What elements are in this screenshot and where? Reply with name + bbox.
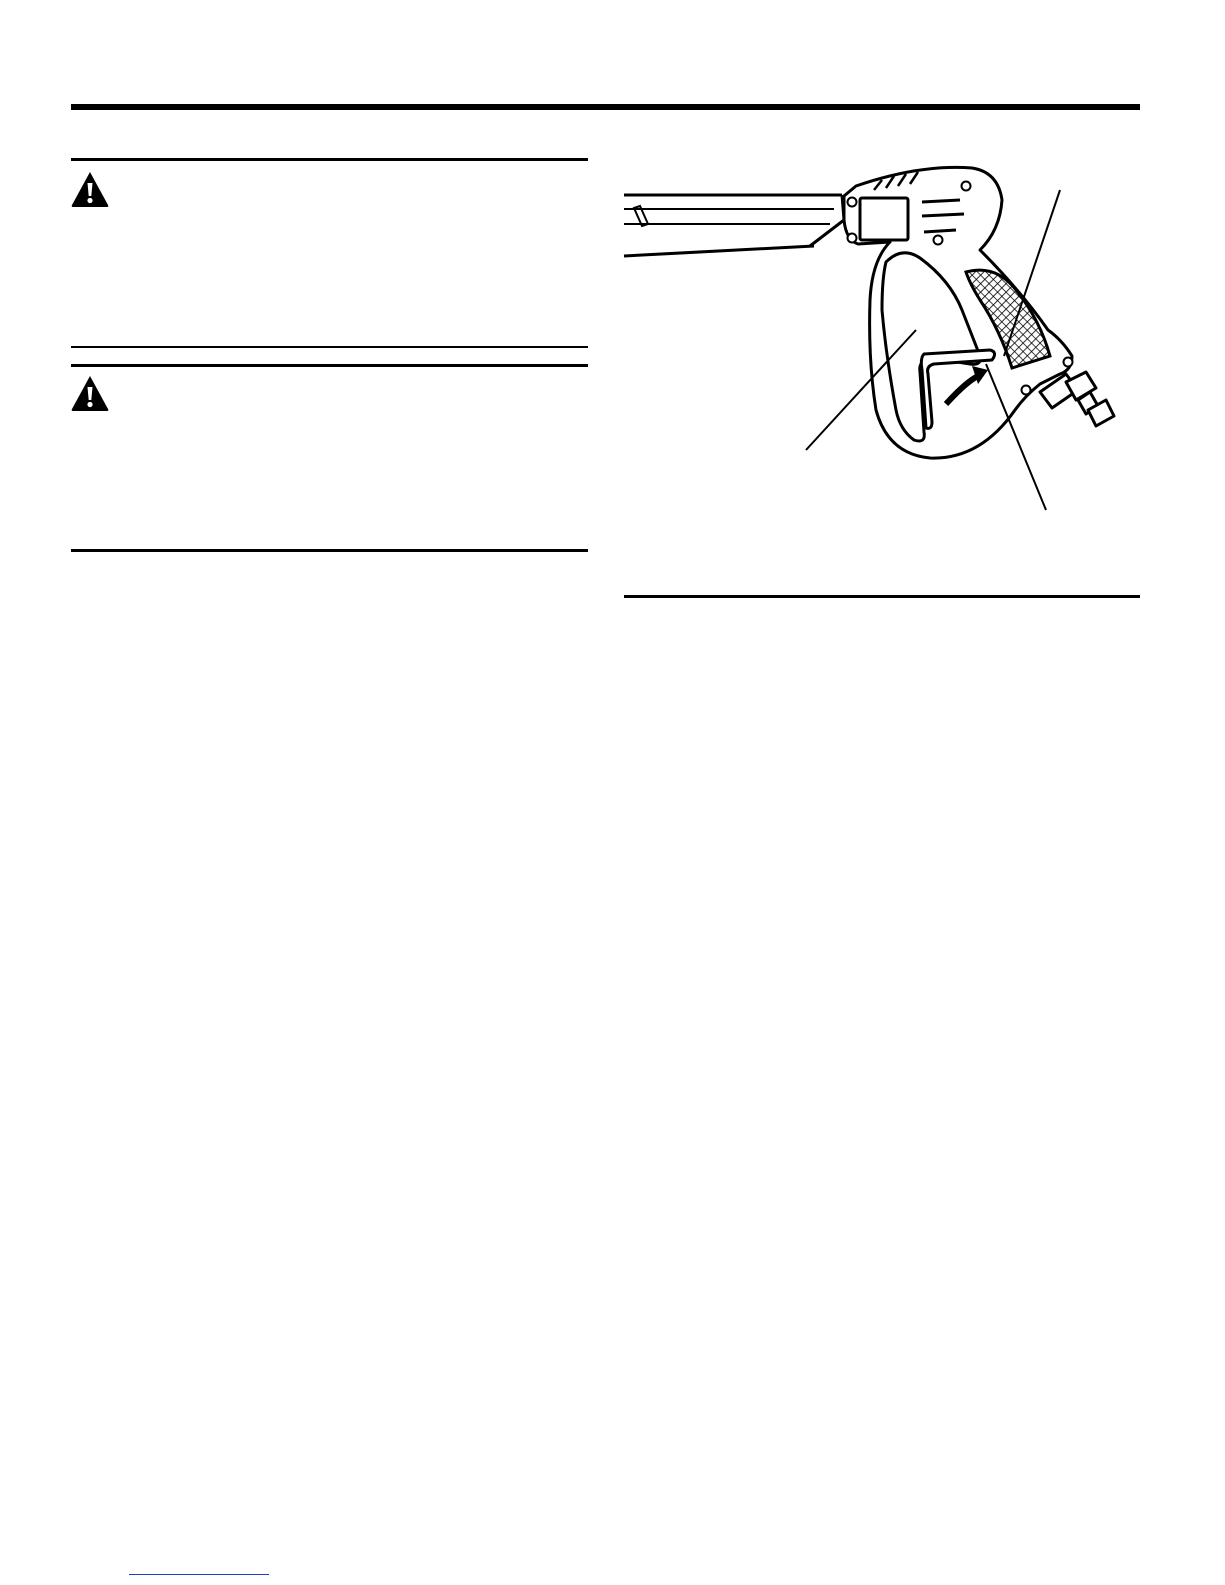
warning-triangle-icon [70,170,110,213]
figure-bottom-rule [624,595,1140,598]
header-rule [71,104,1140,110]
spray-wand [624,195,844,256]
warning-2-top-rule [71,364,588,367]
warning-1-top-rule [71,158,588,161]
page-link-underline[interactable] [129,1574,269,1575]
spray-gun-illustration [620,160,1140,520]
warning-2-bottom-rule [71,549,588,552]
warning-1-bottom-rule [71,346,588,348]
warning-triangle-icon [70,374,110,417]
spray-gun-figure [620,160,1140,525]
